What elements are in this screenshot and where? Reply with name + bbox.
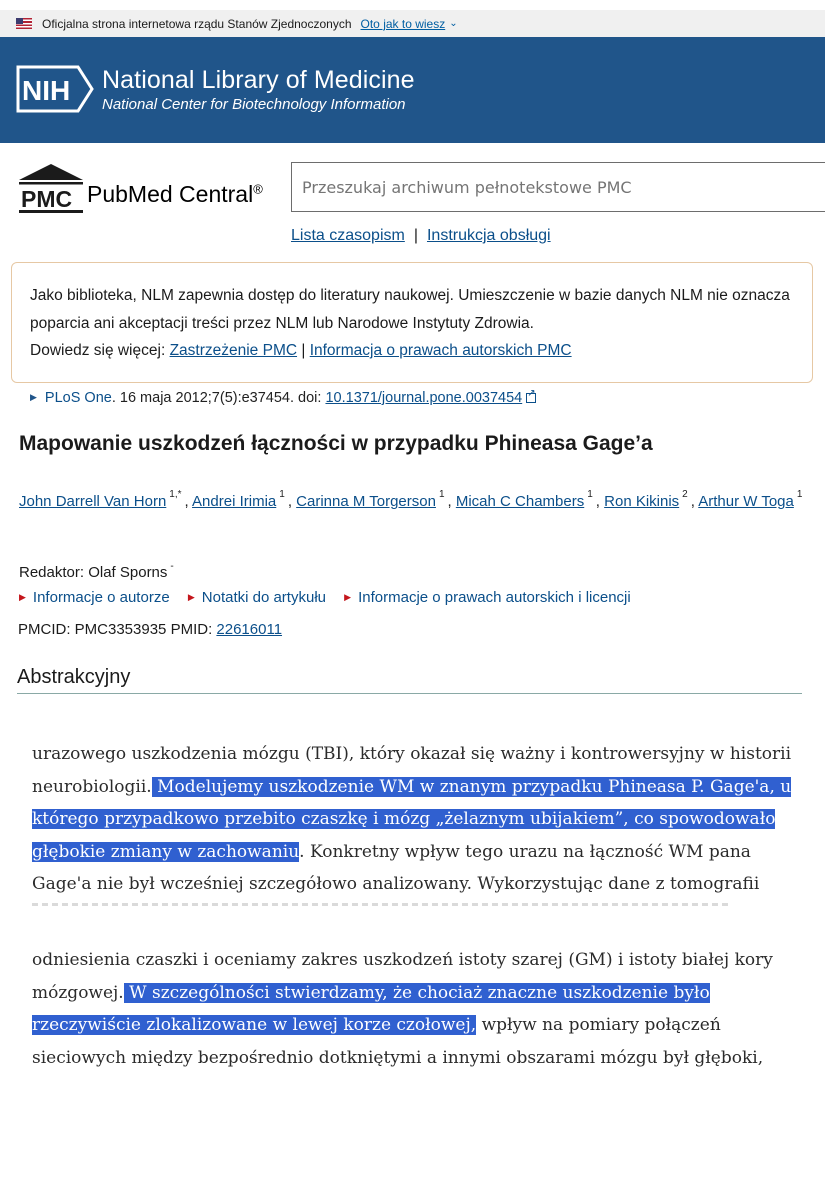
pmid-link[interactable]: 22616011 xyxy=(216,621,283,638)
author-link[interactable]: Micah C Chambers xyxy=(455,493,585,510)
abstract-text: . Konkretny wpływ tego urazu na łączność WM pana Gage'a nie był wcześniej szczegółowo analizowany. Wykorzystując dane z tomografii xyxy=(32,841,760,894)
pmc-disclaimer-link[interactable]: Zastrzeżenie PMC xyxy=(169,342,298,359)
triangle-right-icon[interactable]: ▶ xyxy=(30,392,37,402)
nih-logo-text: NIH xyxy=(22,75,71,106)
nlm-title[interactable]: National Library of Medicine xyxy=(102,66,415,94)
pmc-logo-text: PMC xyxy=(21,186,73,212)
journal-link[interactable]: PLoS One xyxy=(44,390,112,406)
highlighted-text[interactable]: W szczególności stwierdzamy, że chociaż znaczne uszkodzenie było rzeczywiście zlokalizowane w lewej korze czołowej, xyxy=(32,982,710,1035)
author-link[interactable]: Arthur W Toga xyxy=(698,493,794,510)
ncbi-subtitle: National Center for Biotechnology Information xyxy=(102,96,406,113)
nlm-disclaimer xyxy=(11,262,813,383)
editor-affiliation[interactable]: - xyxy=(170,561,174,572)
author-affiliation[interactable]: 1 xyxy=(796,489,803,500)
disclaimer-separator: | xyxy=(301,342,306,359)
author-affiliation[interactable]: 1 xyxy=(438,489,445,500)
nav-separator: | xyxy=(413,227,418,244)
author-affiliation[interactable]: 1 xyxy=(587,489,593,500)
gov-banner-text: Oficjalna strona internetowa rządu Stanów Zjednoczonych xyxy=(42,16,352,31)
author-link[interactable]: Carinna M Torgerson xyxy=(296,493,436,510)
triangle-right-icon[interactable]: ▶ xyxy=(187,592,195,602)
article-title: Mapowanie uszkodzeń łączności w przypadku Phineasa Gage’a xyxy=(19,432,653,455)
triangle-right-icon[interactable]: ▶ xyxy=(344,592,352,602)
author-link[interactable]: Ron Kikinis xyxy=(604,493,680,510)
author-link[interactable]: John Darrell Van Horn xyxy=(19,493,167,510)
user-guide-link[interactable]: Instrukcja obsługi xyxy=(426,227,551,244)
doi-link[interactable]: 10.1371/journal.pone.0037454 xyxy=(325,390,523,406)
journal-list-link[interactable]: Lista czasopism xyxy=(291,227,405,244)
truncated-line xyxy=(32,898,732,906)
search-input[interactable] xyxy=(291,162,825,212)
abstract-paragraph-1 xyxy=(32,738,812,901)
author-list: John Darrell Van Horn $^{1,*}$ , Andrei Irimia $^1$ , Carinna M Torgerson $^1$ , Micah C Chambers $^1$ , Ron Kikinis $^2$ , Arthur W Toga $^1$ xyxy=(19,489,803,510)
author-info-link[interactable]: Informacje o autorze xyxy=(32,589,170,606)
external-link-icon[interactable] xyxy=(526,393,536,403)
author-affiliation[interactable]: 1 xyxy=(279,489,285,500)
copyright-license-link[interactable]: Informacje o prawach autorskich i licencji xyxy=(358,589,631,606)
editor-text: Redaktor: Olaf Sporns xyxy=(19,564,168,581)
citation-details: . 16 maja 2012;7(5):e37454. doi: xyxy=(111,390,326,406)
chevron-down-icon[interactable]: ⌄ xyxy=(449,18,458,29)
citation xyxy=(30,390,536,406)
highlighted-text[interactable]: Modelujemy uszkodzenie WM w znanym przypadku Phineasa P. Gage'a, u którego przypadkowo przebito czaszkę i mózg „żelaznym ubijakiem”, co spowodowało głębokie zmiany w zachowaniu xyxy=(32,776,792,862)
abstract-paragraph-2 xyxy=(32,944,812,1074)
pubmed-central-name: PubMed Central xyxy=(87,181,254,207)
disclaimer-text: Jako biblioteka, NLM zapewnia dostęp do literatury naukowej. Umieszczenie w bazie danych NLM nie oznacza poparcia ani akceptacji treści przez NLM lub Narodowe Instytuty Zdrowia. xyxy=(30,287,790,332)
registered-mark: ® xyxy=(253,181,263,197)
pmc-copyright-link[interactable]: Informacja o prawach autorskich PMC xyxy=(309,342,572,359)
author-affiliation[interactable]: 1,* xyxy=(169,489,182,500)
editor-line xyxy=(19,561,174,581)
nih-logo-icon[interactable] xyxy=(16,65,94,113)
abstract-heading: Abstrakcyjny xyxy=(17,666,802,694)
abstract-text: wpływ na pomiary połączeń sieciowych między bezpośrednio dotkniętymi a innymi obszarami mózgu był głęboki, xyxy=(32,1015,764,1068)
author-link[interactable]: Andrei Irimia xyxy=(192,493,277,510)
triangle-right-icon[interactable]: ▶ xyxy=(19,592,26,602)
author-affiliation[interactable]: 2 xyxy=(682,489,688,500)
article-info-links xyxy=(19,589,645,606)
article-ids xyxy=(18,621,282,638)
gov-banner-link[interactable]: Oto jak to wiesz xyxy=(360,16,446,31)
abstract-text: odniesienia czaszki i oceniamy zakres uszkodzeń istoty szarej (GM) i istoty białej kory mózgowej. xyxy=(32,950,773,1003)
gov-banner xyxy=(0,10,825,37)
pubmed-central-title[interactable] xyxy=(87,181,263,208)
article-notes-link[interactable]: Notatki do artykułu xyxy=(201,589,326,606)
nih-header xyxy=(0,37,825,143)
pmcid-text: PMCID: PMC3353935 PMID: xyxy=(18,621,217,638)
abstract-text: urazowego uszkodzenia mózgu (TBI), który okazał się ważny i kontrowersyjny w historii neurobiologii. xyxy=(32,744,792,797)
us-flag-icon xyxy=(16,18,32,29)
pmc-nav xyxy=(291,227,551,245)
disclaimer-more-label: Dowiedz się więcej: xyxy=(30,342,166,359)
